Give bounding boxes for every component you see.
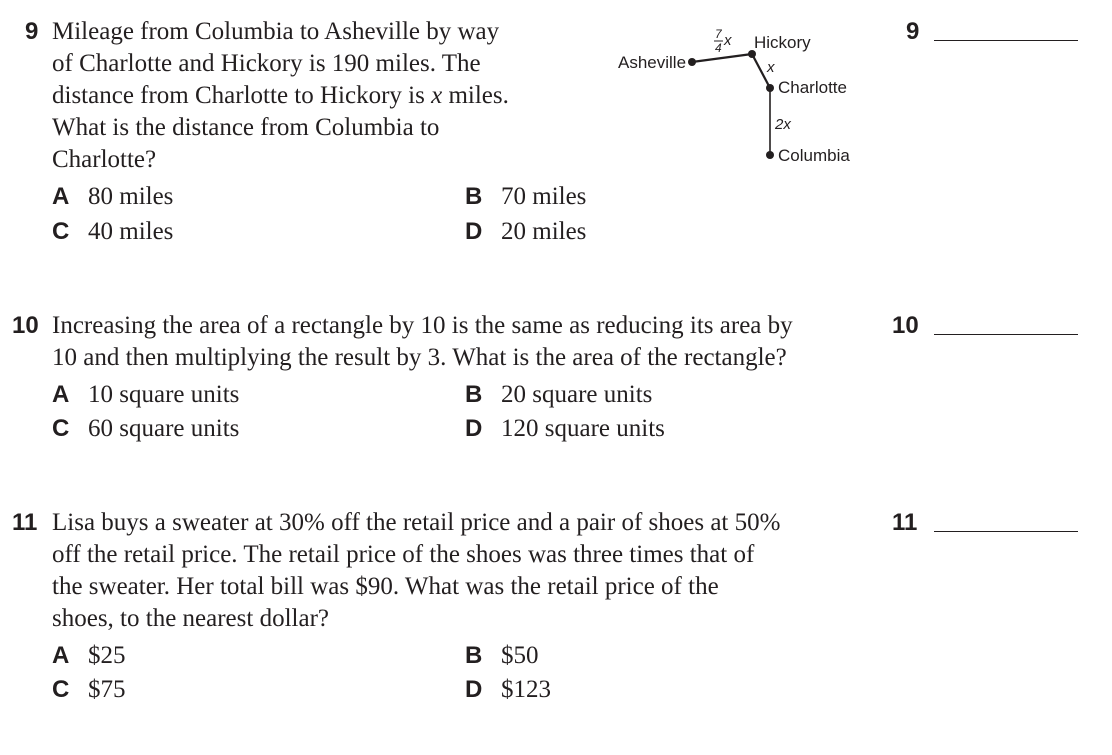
q9-choice-b[interactable]: B 70 miles [465,183,587,210]
q10-choice-a[interactable]: A 10 square units [52,381,240,408]
question-9-line-3: distance from Charlotte to Hickory is x miles. [52,82,509,109]
asheville-label: Asheville [618,53,687,72]
answer-9-label: 9 [906,18,920,45]
q11-choice-a[interactable]: A $25 [52,642,126,669]
q10-choice-d[interactable]: D 120 square units [465,415,665,442]
q11-choice-d[interactable]: D $123 [465,676,551,703]
question-9-line-1: Mileage from Columbia to Asheville by way [52,18,500,45]
question-11-line-3: the sweater. Her total bill was $90. What was the retail price of the [52,573,719,600]
question-11-line-1: Lisa buys a sweater at 30% off the retail price and a pair of shoes at 50% [52,509,781,536]
segment-label-2x: 2x [775,116,791,133]
segment-label-x: x [767,59,775,76]
q10-choice-c[interactable]: C 60 square units [52,415,240,442]
route-diagram [600,18,870,178]
question-10-line-2: 10 and then multiplying the result by 3. What is the area of the rectangle? [52,344,787,371]
question-10-number: 10 [12,312,39,339]
variable-x: x [431,82,443,109]
columbia-label: Columbia [778,146,850,165]
segment-asheville-hickory [692,54,752,62]
q10-choice-b[interactable]: B 20 square units [465,381,653,408]
question-11-number: 11 [12,509,38,536]
question-11-line-4: shoes, to the nearest dollar? [52,605,329,632]
fraction-denominator: 4 [715,41,722,55]
fraction-variable: x [724,32,732,49]
q9-choice-c[interactable]: C 40 miles [52,218,174,245]
question-10-text [52,310,793,374]
asheville-dot [688,58,696,66]
question-9-number: 9 [25,18,39,45]
charlotte-label: Charlotte [778,78,847,97]
q9-choice-d[interactable]: D 20 miles [465,218,587,245]
hickory-label: Hickory [754,33,811,52]
question-11-line-2: off the retail price. The retail price of the shoes was three times that of [52,541,755,568]
q11-choice-c[interactable]: C $75 [52,676,126,703]
question-9-line-2: of Charlotte and Hickory is 190 miles. The [52,50,481,77]
answer-10-label: 10 [892,312,919,339]
columbia-dot [766,151,774,159]
question-9-line-4: What is the distance from Columbia to [52,114,440,141]
q9-choice-a[interactable]: A 80 miles [52,183,174,210]
charlotte-dot [766,84,774,92]
question-9-text [52,16,509,176]
answer-9-line[interactable] [934,40,1078,41]
question-9-line-5: Charlotte? [52,146,157,173]
answer-11-label: 11 [892,509,918,536]
fraction-numerator: 7 [715,27,722,41]
question-11-text [52,507,780,635]
question-10-line-1: Increasing the area of a rectangle by 10 is the same as reducing its area by [52,312,793,339]
q11-choice-b[interactable]: B $50 [465,642,539,669]
answer-10-line[interactable] [934,334,1078,335]
answer-11-line[interactable] [934,531,1078,532]
